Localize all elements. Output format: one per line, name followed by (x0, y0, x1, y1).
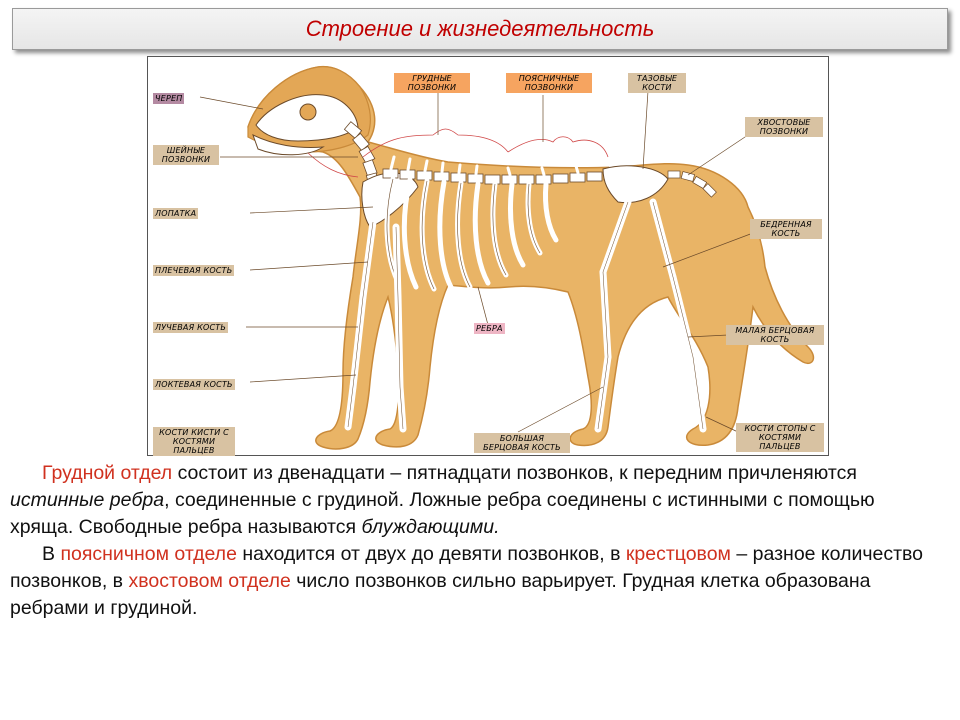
page-title: Строение и жизнедеятельность (305, 16, 655, 41)
term-tail: хвостовом отделе (128, 570, 291, 592)
label-forepaw-bones: КОСТИ КИСТИ С КОСТЯМИ ПАЛЬЦЕВ (153, 427, 235, 456)
label-humerus: ПЛЕЧЕВАЯ КОСТЬ (155, 266, 233, 275)
text-span: – разное количество позвонков, в (10, 543, 924, 592)
label-ribs: РЕБРА (476, 324, 503, 333)
label-tibia: БОЛЬШАЯ БЕРЦОВАЯ КОСТЬ (474, 433, 570, 453)
label-thoracic-vertebrae: ГРУДНЫЕ ПОЗВОНКИ (394, 73, 470, 93)
term-floating-ribs: блуждающими. (361, 516, 500, 538)
eye-socket (300, 104, 316, 120)
label-radius: ЛУЧЕВАЯ КОСТЬ (155, 323, 227, 332)
term-true-ribs: истинные ребра (10, 489, 165, 511)
paragraph-lumbar (10, 541, 940, 622)
dog-skeleton-illustration (148, 57, 828, 455)
label-pelvic-bones: ТАЗОВЫЕ КОСТИ (628, 73, 686, 93)
label-ulna: ЛОКТЕВАЯ КОСТЬ (155, 380, 233, 389)
label-fibula: МАЛАЯ БЕРЦОВАЯ КОСТЬ (726, 325, 824, 345)
text-span: , соединенные с грудиной. Ложные ребра соединены с истинными с помощью хряща. Свободные ребра называются (10, 489, 875, 538)
title-bar (12, 8, 948, 50)
label-neck-vertebrae: ШЕЙНЫЕ ПОЗВОНКИ (153, 145, 219, 165)
label-lumbar-vertebrae: ПОЯСНИЧНЫЕ ПОЗВОНКИ (506, 73, 592, 93)
term-sacral: крестцовом (625, 543, 731, 565)
label-hindpaw-bones: КОСТИ СТОПЫ С КОСТЯМИ ПАЛЬЦЕВ (736, 423, 824, 452)
label-skull: ЧЕРЕП (155, 94, 183, 103)
text-span: состоит из двенадцати – пятнадцати позвонков, к передним причленяются (172, 462, 857, 484)
label-tail-vertebrae: ХВОСТОВЫЕ ПОЗВОНКИ (745, 117, 823, 137)
term-lumbar: поясничном отделе (60, 543, 237, 565)
term-thoracic: Грудной отдел (42, 462, 173, 484)
description-text (10, 460, 940, 622)
skeleton-figure (147, 56, 829, 456)
label-femur: БЕДРЕННАЯ КОСТЬ (750, 219, 822, 239)
paragraph-thoracic (10, 460, 940, 541)
label-scapula: ЛОПАТКА (155, 209, 197, 218)
text-span: находится от двух до девяти позвонков, в (236, 543, 626, 565)
text-span: В (42, 543, 61, 565)
text-span: число позвонков сильно варьирует. Грудная клетка образована ребрами и грудиной. (10, 570, 871, 619)
